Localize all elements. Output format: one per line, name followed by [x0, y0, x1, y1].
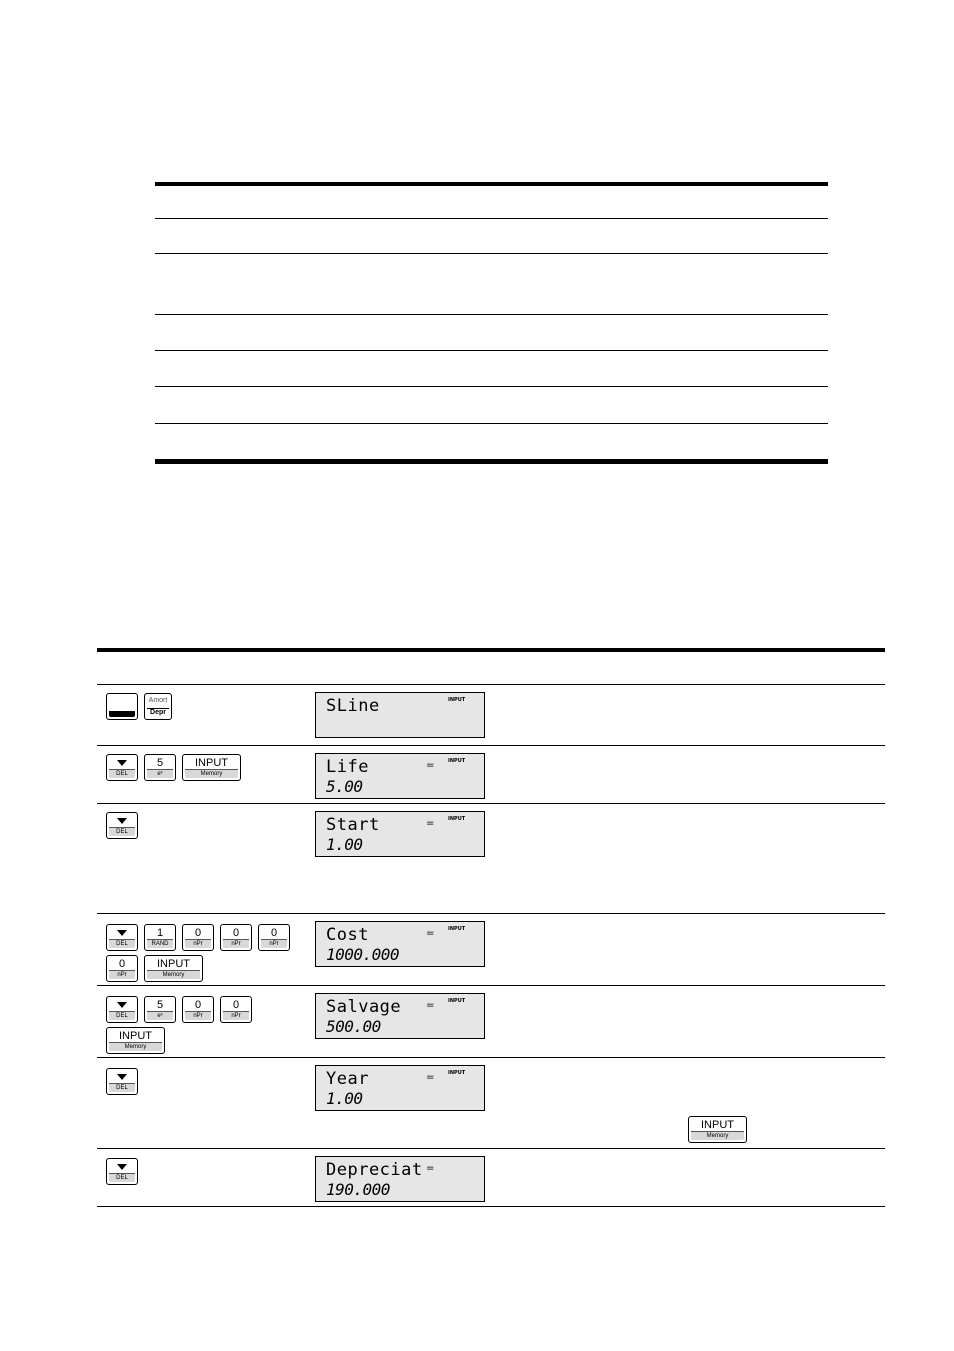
step-4-keys — [106, 924, 296, 951]
zero-key[interactable]: 0 nPr — [106, 955, 138, 982]
step-1-keys — [106, 693, 178, 720]
table-bottom-rule — [155, 459, 828, 464]
step-7-keys — [106, 1158, 144, 1185]
down-arrow-key[interactable]: DEL — [106, 924, 138, 951]
step-6-keys — [106, 1068, 144, 1095]
table-header-rule — [155, 218, 828, 219]
five-key[interactable]: 5 eˣ — [144, 754, 176, 781]
zero-key[interactable]: 0 nPr — [258, 924, 290, 951]
table-top-rule — [155, 182, 828, 186]
step-4-keys-continued — [106, 955, 209, 982]
lcd-display: Salvage 500.00 = INPUT — [315, 993, 485, 1039]
input-key[interactable]: INPUT Memory — [144, 955, 203, 982]
input-key[interactable]: INPUT Memory — [106, 1027, 165, 1054]
steps-bottom-rule — [97, 1206, 885, 1207]
table-row-rule — [155, 423, 828, 424]
table-row-rule — [155, 253, 828, 254]
down-arrow-icon — [117, 760, 127, 766]
down-arrow-icon — [117, 1164, 127, 1170]
lcd-display: Life 5.00 = INPUT — [315, 753, 485, 799]
input-key[interactable]: INPUT Memory — [182, 754, 241, 781]
step-2-keys — [106, 754, 247, 781]
steps-row-rule — [97, 803, 885, 804]
zero-key[interactable]: 0 nPr — [182, 996, 214, 1023]
keystroke-steps-table — [97, 648, 885, 1209]
amort-depr-key[interactable]: Amort Depr — [144, 693, 172, 720]
one-key[interactable]: 1 RAND — [144, 924, 176, 951]
down-arrow-icon — [117, 1074, 127, 1080]
five-key[interactable]: 5 eˣ — [144, 996, 176, 1023]
lcd-display: Start 1.00 = INPUT — [315, 811, 485, 857]
lcd-display: Depreciat 190.000 = — [315, 1156, 485, 1202]
steps-row-rule — [97, 913, 885, 914]
steps-row-rule — [97, 745, 885, 746]
steps-row-rule — [97, 985, 885, 986]
down-arrow-key[interactable]: DEL — [106, 996, 138, 1023]
lcd-display: SLine INPUT — [315, 692, 485, 738]
down-arrow-icon — [117, 930, 127, 936]
zero-key[interactable]: 0 nPr — [220, 996, 252, 1023]
down-arrow-key[interactable]: DEL — [106, 1158, 138, 1185]
table-row-rule — [155, 350, 828, 351]
steps-row-rule — [97, 1148, 885, 1149]
steps-header-rule — [97, 684, 885, 685]
lcd-display: Cost 1000.000 = INPUT — [315, 921, 485, 967]
down-arrow-key[interactable]: DEL — [106, 812, 138, 839]
steps-top-rule — [97, 648, 885, 652]
down-arrow-key[interactable]: DEL — [106, 754, 138, 781]
table-row-rule — [155, 386, 828, 387]
steps-row-rule — [97, 1057, 885, 1058]
down-arrow-icon — [117, 818, 127, 824]
zero-key[interactable]: 0 nPr — [220, 924, 252, 951]
table-row-rule — [155, 314, 828, 315]
input-key[interactable]: INPUT Memory — [688, 1116, 747, 1143]
down-arrow-icon — [117, 1002, 127, 1008]
step-3-keys — [106, 812, 144, 839]
lcd-display: Year 1.00 = INPUT — [315, 1065, 485, 1111]
zero-key[interactable]: 0 nPr — [182, 924, 214, 951]
step-5-keys — [106, 996, 258, 1023]
down-arrow-key[interactable]: DEL — [106, 1068, 138, 1095]
shift-key[interactable] — [106, 693, 138, 720]
reference-table — [155, 182, 828, 464]
step-5-keys-continued — [106, 1027, 171, 1054]
